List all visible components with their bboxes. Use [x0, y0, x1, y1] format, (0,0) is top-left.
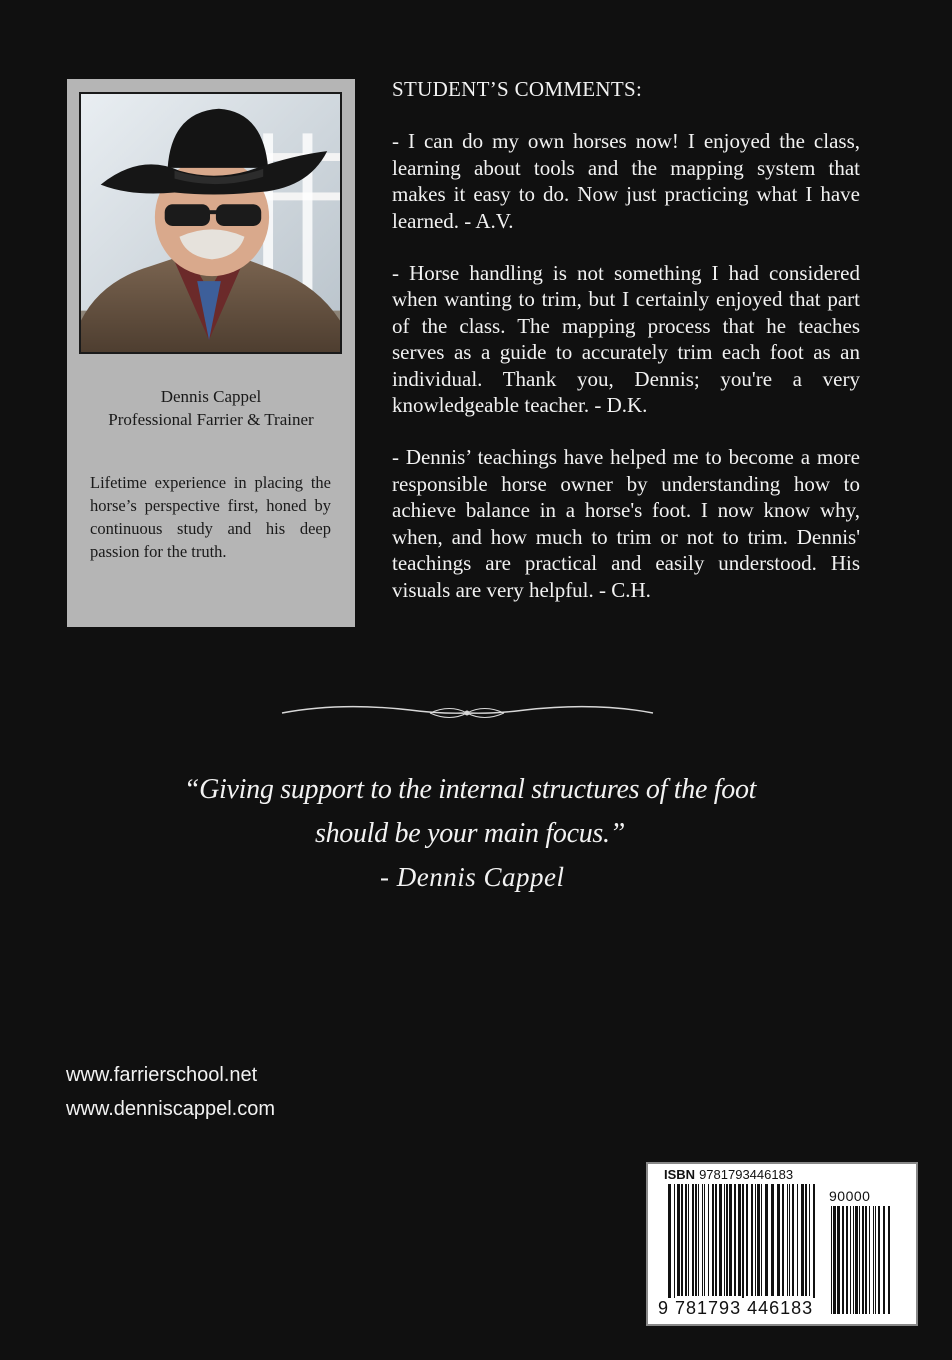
author-photo: [79, 92, 342, 354]
barcode-bar: [726, 1184, 728, 1296]
barcode-bar: [708, 1184, 709, 1296]
barcode-bar: [688, 1184, 689, 1296]
quote-line: “Giving support to the internal structures of the foot: [183, 774, 757, 805]
price-code: 90000: [829, 1188, 871, 1204]
barcode-bar: [761, 1184, 762, 1296]
isbn-label-line: [664, 1167, 793, 1182]
barcode-bar: [787, 1184, 788, 1296]
comment-item: - I can do my own horses now! I enjoyed the class, learning about tools and the mapping system that makes it easy to do. Now just practicing what I have learned. - A.V.: [392, 129, 860, 233]
barcode-bar: [797, 1184, 798, 1296]
barcode-bar: [755, 1184, 756, 1296]
barcode-bar: [681, 1184, 683, 1296]
barcode-bar: [738, 1184, 741, 1296]
barcode-bar: [813, 1184, 815, 1314]
author-bio: Lifetime experience in placing the horse’s perspective first, honed by continuous study and his deep passion for the truth.: [90, 473, 331, 561]
author-portrait-image: [81, 94, 340, 352]
divider-ornament: [280, 698, 655, 728]
student-comments: [392, 76, 860, 629]
barcode-bar: [674, 1184, 675, 1314]
barcode-digits: 9 781793 446183: [658, 1298, 814, 1318]
barcode-bar: [883, 1206, 885, 1314]
comment-item: - Horse handling is not something I had considered when wanting to trim, but I certainly enjoyed that part of the class. The mapping process that he teaches serves as a guide to accurately trim each foot as an individual. Thank you, Dennis; you're a very knowledgeable teacher. - D.K.: [392, 261, 860, 418]
barcode-bar: [831, 1206, 832, 1314]
barcode-bar: [873, 1206, 874, 1314]
barcode-bar: [888, 1206, 890, 1314]
barcode-bar: [842, 1206, 844, 1314]
isbn-barcode: [646, 1162, 918, 1326]
barcode-bar: [855, 1206, 858, 1314]
author-panel: [67, 79, 355, 627]
barcode-bar: [702, 1184, 703, 1296]
barcode-bar: [865, 1206, 867, 1314]
barcode-bars: [668, 1184, 818, 1314]
barcode-bar: [685, 1184, 687, 1296]
barcode-bar: [746, 1184, 748, 1296]
barcode-bar: [724, 1184, 725, 1296]
barcode-bar: [734, 1184, 736, 1296]
barcode-bar: [859, 1206, 860, 1314]
barcode-bar: [751, 1184, 753, 1296]
barcode-bar: [853, 1206, 854, 1314]
barcode-bar: [850, 1206, 851, 1314]
barcode-bar: [704, 1184, 705, 1296]
barcode-bar: [792, 1184, 794, 1296]
barcode-bar: [777, 1184, 780, 1296]
website-links: [66, 1058, 275, 1126]
barcode-bar: [862, 1206, 864, 1314]
barcode-bar: [698, 1184, 699, 1296]
barcode-bar: [782, 1184, 784, 1296]
isbn-label: ISBN: [664, 1167, 696, 1182]
barcode-bar: [757, 1184, 760, 1296]
comments-heading: STUDENT’S COMMENTS:: [392, 77, 643, 101]
barcode-bar: [719, 1184, 722, 1296]
barcode-bar: [833, 1206, 836, 1314]
addon-barcode-bars: [831, 1206, 895, 1314]
barcode-bar: [837, 1206, 840, 1314]
pull-quote: [120, 768, 820, 856]
barcode-bar: [692, 1184, 694, 1296]
barcode-bar: [729, 1184, 732, 1296]
quote-signature: - Dennis Cappel: [380, 862, 565, 892]
barcode-bar: [789, 1184, 790, 1296]
barcode-bar: [742, 1184, 744, 1314]
quote-line: should be your main focus.”: [314, 818, 625, 849]
author-caption: [67, 385, 355, 431]
barcode-bar: [677, 1184, 680, 1296]
author-title: Professional Farrier & Trainer: [108, 410, 314, 429]
barcode-bar: [771, 1184, 774, 1296]
barcode-bar: [846, 1206, 848, 1314]
barcode-bar: [801, 1184, 804, 1296]
comment-item: - Dennis’ teachings have helped me to become a more responsible horse owner by understanding how to achieve balance in a horse's foot. I now know why, when, and how much to trim or not to trim. Dennis' teachings are practical and easily understood. His visuals are very helpful. - C.H.: [392, 445, 860, 602]
isbn-number: 9781793446183: [699, 1167, 794, 1182]
barcode-bar: [878, 1206, 880, 1314]
website-link[interactable]: www.denniscappel.com: [66, 1098, 275, 1120]
barcode-bar: [765, 1184, 768, 1296]
barcode-bar: [668, 1184, 671, 1314]
website-link[interactable]: www.farrierschool.net: [66, 1064, 258, 1086]
barcode-bar: [809, 1184, 810, 1296]
barcode-bar: [712, 1184, 714, 1296]
barcode-bar: [805, 1184, 807, 1296]
barcode-bar: [715, 1184, 717, 1296]
barcode-bar: [695, 1184, 697, 1296]
barcode-bar: [875, 1206, 876, 1314]
barcode-bar: [869, 1206, 870, 1314]
author-name: Dennis Cappel: [160, 387, 262, 406]
